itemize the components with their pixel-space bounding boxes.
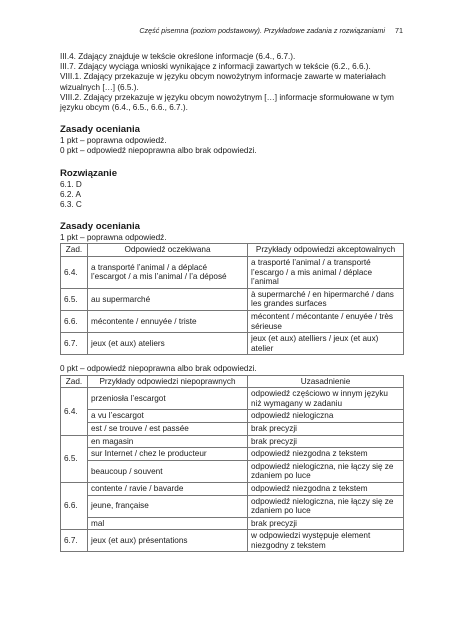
solution-line: 6.3. C (60, 200, 82, 210)
justification-cell: odpowiedź niezgodna z tekstem (248, 482, 404, 495)
task-number-cell: 6.5. (61, 288, 88, 310)
incorrect-answer-cell: est / se trouve / est passée (88, 422, 248, 435)
task-number-cell: 6.4. (61, 388, 88, 435)
table-header-row (61, 244, 404, 257)
requirement-item: VIII.1. Zdający przekazuje w języku obcym nowożytnym informacje zawarte w materiałach wizualnych […] (6.5.). (60, 72, 386, 92)
incorrect-answer-cell: beaucoup / souvent (88, 460, 248, 482)
requirement-item: III.4. Zdający znajduje w tekście określone informacje (6.4., 6.7.). (60, 52, 296, 61)
page-header (60, 26, 403, 35)
requirement-item: VIII.2. Zdający przekazuje w języku obcym nowożytnym […] informacje sformułowane w tym języku obcym (6.4., 6.5., 6.6., 6.7.). (60, 92, 394, 113)
incorrect-answer-cell: jeune, française (88, 495, 248, 517)
scoring-line: 1 pkt – poprawna odpowiedź. (60, 233, 167, 243)
accepted-answer-cell: à supermarché / en hipermarché / dans les grandes surfaces (248, 288, 404, 310)
page-number: 71 (395, 26, 403, 35)
justification-cell: brak precyzji (248, 422, 404, 435)
table-header-cell: Odpowiedź oczekiwana (88, 244, 248, 257)
justification-cell: brak precyzji (248, 435, 404, 448)
table-header-cell: Przykłady odpowiedzi akceptowalnych (248, 244, 404, 257)
table-row (61, 257, 404, 289)
table-row (61, 410, 404, 423)
justification-cell: odpowiedź nielogiczna, nie łączy się ze zdaniem po luce (248, 495, 404, 517)
accepted-answer-cell: mécontent / mécontante / enuyée / très sérieuse (248, 311, 404, 333)
incorrect-answer-cell: a vu l’escargot (88, 410, 248, 423)
scoring-heading: Zasady oceniania (60, 124, 140, 136)
table-header-cell: Uzasadnienie (248, 375, 404, 388)
accepted-answer-cell: a trasporté l’animal / a transporté l’escargo / a mis animal / déplace l’animal (248, 257, 404, 289)
scoring-heading-2: Zasady oceniania (60, 221, 140, 233)
incorrect-answer-cell: contente / ravie / bavarde (88, 482, 248, 495)
solution-line: 6.1. D (60, 179, 82, 189)
task-number-cell: 6.6. (61, 482, 88, 529)
scoring-line: 1 pkt – poprawna odpowiedź. (60, 136, 167, 146)
scoring-line: 0 pkt – odpowiedź niepoprawna albo brak odpowiedzi. (60, 146, 257, 156)
requirement-item: III.7. Zdający wyciąga wnioski wynikające z informacji zawartych w tekście (6.2., 6.6.). (60, 62, 371, 72)
table-row (61, 448, 404, 461)
incorrect-answer-cell: przeniosła l’escargot (88, 388, 248, 410)
table-header-row (61, 375, 404, 388)
task-number-cell: 6.6. (61, 311, 88, 333)
table-header-cell: Zad. (61, 375, 88, 388)
expected-answer-cell: mécontente / ennuyée / triste (88, 311, 248, 333)
solution-heading: Rozwiązanie (60, 167, 118, 179)
table-row (61, 482, 404, 495)
table-row (61, 460, 404, 482)
table-row (61, 333, 404, 355)
accepted-answer-cell: jeux (et aux) atelliers / jeux (et aux) atelier (248, 333, 404, 355)
table-row (61, 311, 404, 333)
header-title: Część pisemna (poziom podstawowy). Przykładowe zadania z rozwiązaniami (139, 26, 385, 35)
expected-answer-cell: a transporté l’animal / a déplacé l’escargot / a mis l’animal / l’a déposé (88, 257, 248, 289)
table-row (61, 495, 404, 517)
justification-cell: w odpowiedzi występuje element niezgodny z tekstem (248, 530, 404, 552)
accepted-answers-table (60, 243, 404, 355)
justification-cell: odpowiedź częściowo w innym języku niż wymagany w zadaniu (248, 388, 404, 410)
justification-cell: odpowiedź nielogiczna (248, 410, 404, 423)
incorrect-answer-cell: mal (88, 517, 248, 530)
justification-cell: brak precyzji (248, 517, 404, 530)
table-row (61, 422, 404, 435)
expected-answer-cell: jeux (et aux) ateliers (88, 333, 248, 355)
table-header-cell: Przykłady odpowiedzi niepoprawnych (88, 375, 248, 388)
table-row (61, 388, 404, 410)
task-number-cell: 6.7. (61, 333, 88, 355)
page-content (60, 52, 403, 552)
task-number-cell: 6.7. (61, 530, 88, 552)
table-row (61, 435, 404, 448)
task-number-cell: 6.4. (61, 257, 88, 289)
incorrect-answer-cell: en magasin (88, 435, 248, 448)
incorrect-answer-cell: sur Internet / chez le producteur (88, 448, 248, 461)
expected-answer-cell: au supermarché (88, 288, 248, 310)
solution-line: 6.2. A (60, 189, 81, 199)
justification-cell: odpowiedź nielogiczna, nie łączy się ze zdaniem po luce (248, 460, 404, 482)
table-header-cell: Zad. (61, 244, 88, 257)
requirements-list (60, 52, 403, 113)
scoring-line: 0 pkt – odpowiedź niepoprawna albo brak odpowiedzi. (60, 364, 257, 374)
table-row (61, 288, 404, 310)
table-row (61, 517, 404, 530)
incorrect-answers-table (60, 375, 404, 553)
task-number-cell: 6.5. (61, 435, 88, 482)
table-row (61, 530, 404, 552)
justification-cell: odpowiedź niezgodna z tekstem (248, 448, 404, 461)
incorrect-answer-cell: jeux (et aux) présentations (88, 530, 248, 552)
